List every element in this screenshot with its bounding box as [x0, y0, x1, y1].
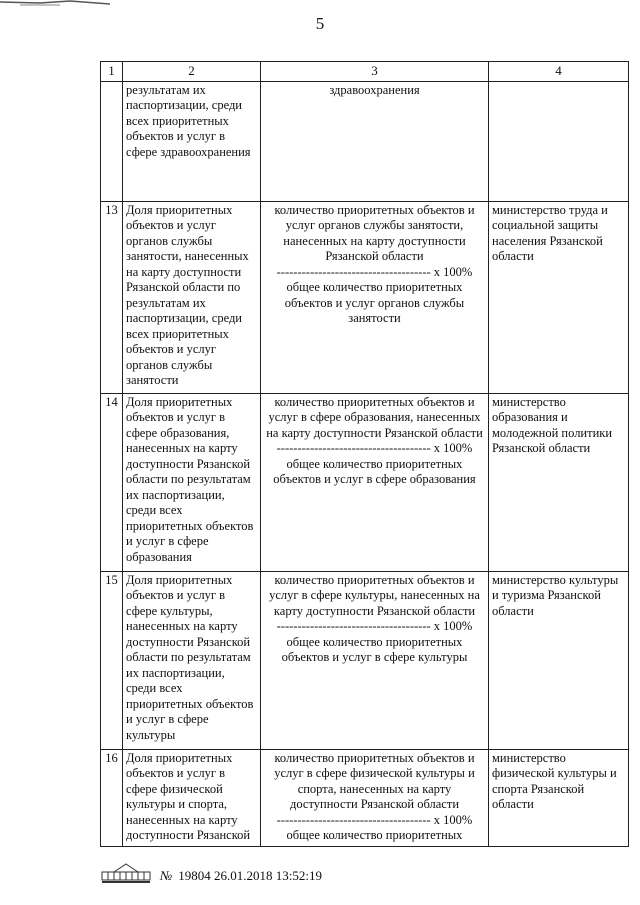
- dash-line: -------------------------------------: [276, 812, 431, 827]
- number-sign: №: [160, 868, 173, 883]
- indicator-description: Доля приоритетных объектов и услуг в сфере культуры, нанесенных на карту доступности Рязанской области по результатам их паспортизации, среди всех приоритетных объектов и услуг в сфере культуры: [123, 571, 261, 749]
- page-number: 5: [315, 14, 325, 33]
- table-row: [101, 201, 629, 393]
- registration-stamp: [160, 868, 322, 884]
- column-header: 1: [101, 62, 123, 82]
- formula-cell: [261, 749, 489, 846]
- formula-numerator: количество приоритетных объектов и услуг в сфере культуры, нанесенных на карту доступности Рязанской области: [269, 572, 480, 618]
- table-row: [101, 571, 629, 749]
- dash-line: -------------------------------------: [276, 619, 431, 633]
- formula-cell: [261, 393, 489, 571]
- indicators-table: [100, 61, 629, 847]
- formula-numerator: здравоохранения: [329, 82, 420, 97]
- row-number: [101, 81, 123, 201]
- row-number: 13: [101, 201, 123, 393]
- formula-denominator: общее количество приоритетных объектов и услуг органов службы занятости: [284, 280, 465, 325]
- indicator-description: Доля приоритетных объектов и услуг в сфере физической культуры и спорта, нанесенных на карту доступности Рязанской: [123, 749, 261, 846]
- fraction-line: [264, 619, 485, 635]
- column-header: 4: [489, 62, 629, 82]
- building-logo-icon: [100, 862, 152, 884]
- table-body: [101, 62, 629, 847]
- formula-numerator: количество приоритетных объектов и услуг в сфере физической культуры и спорта, нанесенных на карту доступности Рязанской области: [274, 750, 475, 811]
- formula-denominator: общее количество приоритетных объектов и услуг в сфере образования: [273, 456, 476, 486]
- scan-mark: [0, 0, 110, 8]
- formula-cell: [261, 201, 489, 393]
- registration-footer: [100, 862, 520, 886]
- responsible-body: министерство образования и молодежной политики Рязанской области: [489, 393, 629, 571]
- table-row: [101, 749, 629, 846]
- fraction-line: [264, 265, 485, 281]
- column-header: 3: [261, 62, 489, 82]
- formula-denominator: общее количество приоритетных: [286, 828, 463, 842]
- row-number: 16: [101, 749, 123, 846]
- indicator-description: Доля приоритетных объектов и услуг в сфере образования, нанесенных на карту доступности Рязанской области по результатам их паспортизации, среди всех приоритетных объектов и услуг в сфере образования: [123, 393, 261, 571]
- formula-numerator: количество приоритетных объектов и услуг органов службы занятости, нанесенных на карту доступности Рязанской области: [274, 202, 475, 263]
- formula-numerator: количество приоритетных объектов и услуг в сфере образования, нанесенных на карту доступности Рязанской области: [266, 394, 483, 440]
- column-header: 2: [123, 62, 261, 82]
- responsible-body: министерство труда и социальной защиты населения Рязанской области: [489, 201, 629, 393]
- multiplier: х 100%: [433, 619, 473, 633]
- responsible-body: министерство культуры и туризма Рязанской области: [489, 571, 629, 749]
- indicator-description: результатам их паспортизации, среди всех приоритетных объектов и услуг в сфере здравоохранения: [123, 81, 261, 201]
- fraction-line: [264, 813, 485, 829]
- formula-cell: [261, 571, 489, 749]
- formula-denominator: общее количество приоритетных объектов и услуг в сфере культуры: [281, 634, 468, 664]
- dash-line: -------------------------------------: [276, 441, 431, 455]
- table-row: [101, 393, 629, 571]
- table-row: [101, 81, 629, 201]
- row-number: 14: [101, 393, 123, 571]
- table-header-row: [101, 62, 629, 82]
- multiplier: х 100%: [433, 441, 473, 455]
- indicator-description: Доля приоритетных объектов и услуг органов службы занятости, нанесенных на карту доступности Рязанской области по результатам их паспортизации, среди всех приоритетных объектов и услуг органов службы занятости: [123, 201, 261, 393]
- formula-cell: [261, 81, 489, 201]
- row-number: 15: [101, 571, 123, 749]
- fraction-line: [264, 441, 485, 457]
- responsible-body: [489, 81, 629, 201]
- responsible-body: министерство физической культуры и спорта Рязанской области: [489, 749, 629, 846]
- multiplier: х 100%: [433, 264, 473, 279]
- registration-text: 19804 26.01.2018 13:52:19: [178, 868, 322, 883]
- dash-line: -------------------------------------: [276, 264, 431, 279]
- multiplier: х 100%: [433, 812, 473, 827]
